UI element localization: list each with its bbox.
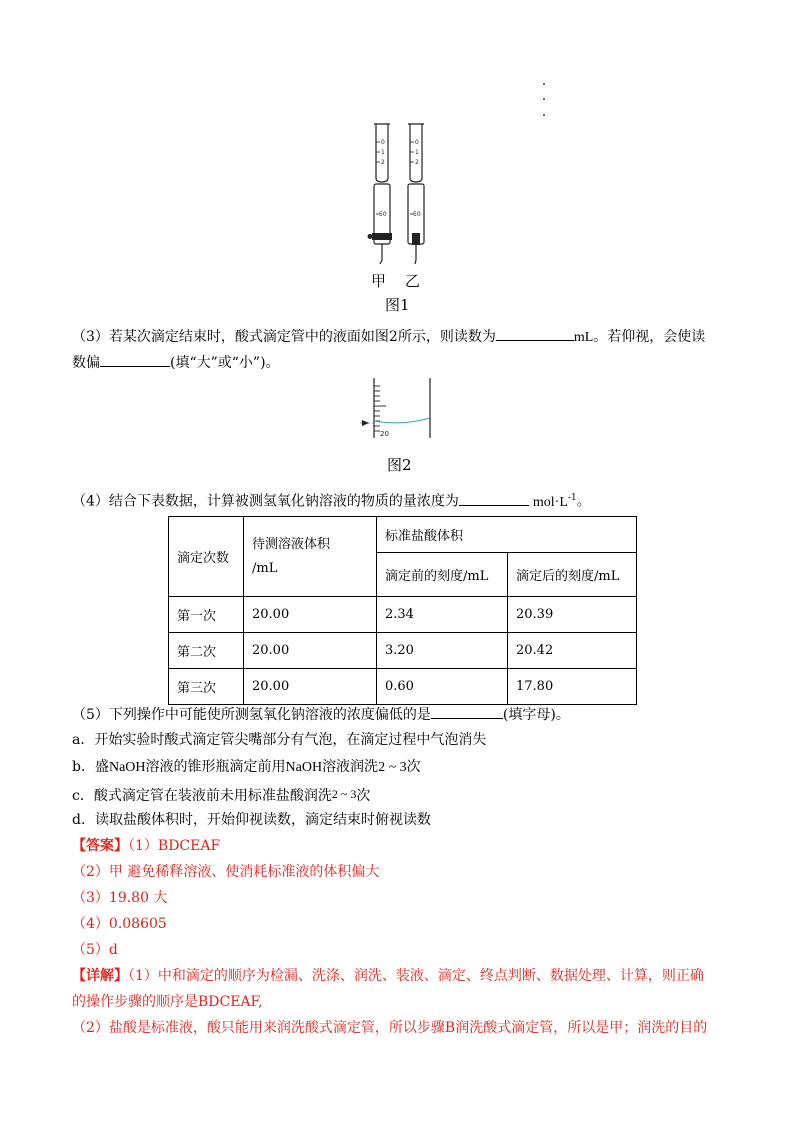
- liquid-meniscus: [374, 418, 430, 423]
- table-cell: 0.60: [377, 669, 508, 705]
- answer-line-4: （4）0.08605: [72, 916, 167, 932]
- q5-line: [72, 704, 570, 725]
- table-cell: 3.20: [377, 633, 508, 669]
- q3-text-pre: （3）若某次滴定结束时，酸式滴定管中的液面如图2所示，则读数为: [72, 329, 496, 345]
- q5-b-naoh2: NaOH: [285, 760, 323, 775]
- q5-c-2: 次: [356, 788, 371, 804]
- q3-text-post: 。若仰视，会使读: [593, 329, 706, 345]
- q4-text-post: 。: [576, 493, 591, 510]
- q5-b-naoh1: NaOH: [108, 760, 146, 775]
- q3-text2-post: (填“大”或“小”)。: [170, 355, 280, 371]
- mark-yi-50: 50: [413, 211, 421, 218]
- table-cell: 20.00: [244, 669, 377, 705]
- table-header-after: 滴定后的刻度/mL: [508, 553, 637, 597]
- answer-line-3: （3）19.80 大: [72, 890, 168, 906]
- table-cell: 20.39: [508, 597, 637, 633]
- answer-line-1: [72, 836, 220, 856]
- detail-1: （1）中和滴定的顺序为检漏、洗涤、润洗、装液、滴定、终点判断、数据处理、计算，则正确: [128, 968, 704, 984]
- stopcock-jia: [372, 233, 392, 240]
- mark-jia-0: 0: [381, 139, 385, 146]
- figure2-burette-reading: [360, 376, 440, 440]
- q3-blank-2[interactable]: [100, 352, 170, 367]
- answer-line-5: （5）d: [72, 942, 118, 958]
- q5-option-b: [72, 757, 421, 778]
- table-header-count: 滴定次数: [169, 517, 244, 597]
- table-header-volume-2: /mL: [252, 560, 278, 576]
- q3-line2: [72, 352, 280, 373]
- mark-jia-1: 1: [381, 149, 385, 156]
- table-cell: 第一次: [169, 597, 244, 633]
- mark-jia-2: 2: [381, 159, 385, 166]
- q5-b-1: b．盛: [72, 759, 109, 775]
- decor-dot: [543, 114, 545, 116]
- table-header-volume-1: 待测溶液体积: [252, 536, 331, 552]
- q5-option-c: [72, 784, 370, 806]
- table-cell: 2.34: [377, 597, 508, 633]
- q5-c-times: 2 ~ 3: [331, 787, 357, 801]
- detail-tag: 【详解】: [72, 968, 128, 984]
- table-cell: 17.80: [508, 669, 637, 705]
- detail-line-3: （2）盐酸是标准液，酸只能用来润洗酸式滴定管，所以步骤B润洗酸式滴定管，所以是甲；润洗的目的: [72, 1020, 708, 1036]
- figure1-label-yi: 乙: [405, 272, 421, 290]
- answer-tag: 【答案】: [72, 838, 128, 854]
- q5-b-2: 溶液的锥形瓶滴定前用: [145, 759, 286, 775]
- mark-yi-2: 2: [415, 159, 419, 166]
- figure2-mark-20: 20: [380, 430, 389, 438]
- rubber-tube-yi: [412, 233, 420, 245]
- q5-text-pre: （5）下列操作中可能使所测氢氧化钠溶液的浓度偏低的是: [72, 707, 431, 723]
- q3-unit: mL: [573, 330, 594, 345]
- table-row: [169, 597, 637, 633]
- q4-blank[interactable]: [459, 491, 529, 506]
- table-cell: 20.00: [244, 633, 377, 669]
- table-cell: 20.42: [508, 633, 637, 669]
- q4-unit-sup: -1: [567, 493, 577, 503]
- decor-dot: [543, 83, 545, 85]
- answer-line-2: （2）甲 避免稀释溶液、使消耗标准液的体积偏大: [72, 864, 380, 880]
- figure1-burettes: [360, 120, 440, 265]
- q3-line1: [72, 326, 705, 348]
- table-cell: 第三次: [169, 669, 244, 705]
- table-cell: 20.00: [244, 597, 377, 633]
- mark-yi-0: 0: [415, 139, 419, 146]
- table-header-before: 滴定前的刻度/mL: [377, 553, 508, 597]
- figure1-label-jia: 甲: [371, 272, 387, 290]
- decor-dot: [543, 98, 545, 100]
- eye-icon: [362, 420, 369, 426]
- q5-blank[interactable]: [431, 704, 503, 719]
- q5-b-4: 次: [406, 759, 421, 775]
- titration-data-table: [168, 516, 637, 705]
- q5-c-1: c．酸式滴定管在装液前未用标准盐酸润洗: [72, 788, 332, 804]
- q5-option-a: a．开始实验时酸式滴定管尖嘴部分有气泡，在滴定过程中气泡消失: [72, 732, 487, 748]
- answer-1: （1）BDCEAF: [128, 838, 221, 854]
- figure2-caption: 图2: [387, 456, 412, 474]
- table-row: [169, 669, 637, 705]
- detail-line-2: 的操作步骤的顺序是BDCEAF,: [72, 994, 263, 1010]
- table-cell: 第二次: [169, 633, 244, 669]
- q3-text2-pre: 数偏: [72, 355, 100, 371]
- q5-b-times: 2 ~ 3: [378, 760, 407, 775]
- q3-blank-1[interactable]: [496, 326, 574, 341]
- q5-b-3: 溶液润洗: [322, 759, 379, 775]
- q5-option-d: d．读取盐酸体积时，开始仰视读数，滴定结束时俯视读数: [72, 812, 431, 828]
- q4-text-pre: （4）结合下表数据，计算被测氢氧化钠溶液的物质的量浓度为: [72, 493, 459, 510]
- table-header-volume: [244, 517, 377, 597]
- detail-line-1: [72, 966, 704, 986]
- q4-unit: mol·L: [532, 494, 568, 510]
- mark-yi-1: 1: [415, 149, 419, 156]
- q4-line: [72, 488, 591, 513]
- figure1-caption: 图1: [385, 296, 410, 314]
- table-header-std: 标准盐酸体积: [377, 517, 637, 553]
- mark-jia-50: 50: [379, 211, 387, 218]
- q5-text-post: (填字母)。: [502, 707, 570, 723]
- table-row: [169, 633, 637, 669]
